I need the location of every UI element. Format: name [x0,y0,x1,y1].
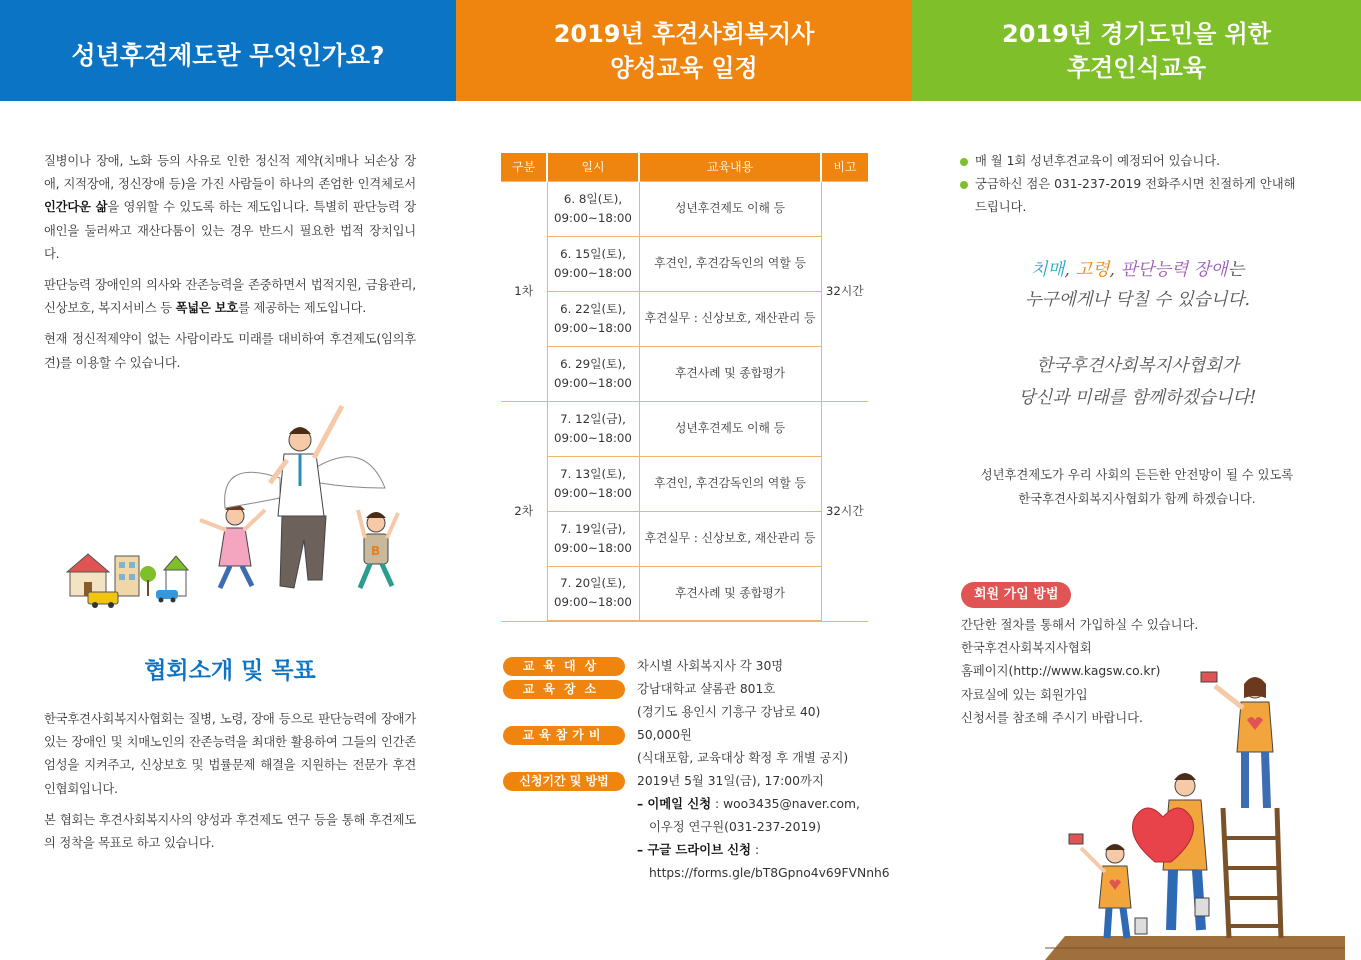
association-motto: 성년후견제도가 우리 사회의 든든한 안전망이 될 수 있도록 한국후견사회복지사협회가 함께 하겠습니다. [980,468,1294,506]
session-content: 후견인, 후견감독인의 역할 등 [639,456,821,511]
apply-google-line: – 구글 드라이브 신청 : [637,843,760,857]
ladder-icon [1223,808,1281,938]
list-item: 궁금하신 점은 031-237-2019 전화주시면 친절하게 안내해 드립니다. [960,173,1305,219]
header-awareness-education [912,0,1361,101]
session-datetime: 7. 19일(금), 09:00~18:00 [547,511,639,566]
education-schedule-table [501,153,868,622]
jumping-girl-icon [200,504,265,588]
floor-boards-icon [1045,936,1345,960]
woman-on-ladder-icon [1201,672,1273,808]
membership-title-badge: 회원 가입 방법 [961,582,1071,608]
about-section [44,708,416,863]
intro-section [44,150,416,383]
place-value: 강남대학교 샬롬관 801호 [637,682,776,696]
table-row [501,456,868,511]
header-category: 구분 [501,153,547,181]
table-row [501,566,868,621]
header-title: 2019년 후견사회복지사 양성교육 일정 [553,19,815,82]
family-angel-illustration [60,398,410,613]
awareness-bullets [960,150,1305,220]
session-datetime: 7. 13일(토), 09:00~18:00 [547,456,639,511]
session-datetime: 6. 29일(토), 09:00~18:00 [547,346,639,401]
session-content: 후견사례 및 종합평가 [639,566,821,621]
header-note: 비고 [821,153,868,181]
apply-email-contact: 이우정 연구원(031-237-2019) [649,820,821,834]
education-info [503,655,890,885]
session-datetime: 7. 20일(토), 09:00~18:00 [547,566,639,621]
man-holding-heart-icon [1133,773,1210,930]
about-title: 협회소개 및 목표 [144,658,316,684]
header-education-schedule [456,0,912,101]
fee-value: 50,000원 [637,728,692,742]
info-apply-row [503,770,890,885]
handwritten-line-4: 당신과 미래를 함께하겠습니다! [1018,388,1257,408]
session-datetime: 6. 8일(토), 09:00~18:00 [547,181,639,236]
bullet-dot-icon [960,181,968,189]
round-label: 1차 [501,181,547,401]
intro-paragraph: 현재 정신적제약이 없는 사람이라도 미래를 대비하여 후견제도(임의후견)를 이용할 수 있습니다. [44,332,416,370]
session-datetime: 7. 12일(금), 09:00~18:00 [547,401,639,456]
info-target-row [503,655,873,678]
label-fee: 교육참가비 [503,726,625,745]
intro-paragraph: 질병이나 장애, 노화 등의 사유로 인한 정신적 제약(치매나 뇌손상 장애, 지적장애, 정신장애 등)을 가진 사람들이 하나의 존엄한 인격체로서 인간다운 삶을 영위할 수 있도록 하는 제도입니다. 특별히 판단능력 장애인을 둘러싸고 재산다툼이 있는 경우 반드시 필요한 법적 장치입니다. [44,154,416,261]
intro-paragraph: 판단능력 장애인의 의사와 잔존능력을 존중하면서 법적지원, 금융관리, 신상보호, 복지서비스 등 폭넓은 보호를 제공하는 제도입니다. [44,278,416,316]
session-content: 성년후견제도 이해 등 [639,181,821,236]
google-form-link[interactable]: https://forms.gle/bT8Gpno4v69FVNnh6 [649,866,890,880]
apply-email-line: – 이메일 신청 : woo3435@naver.com, [637,797,860,811]
session-content: 후견실무 : 신상보호, 재산관리 등 [639,291,821,346]
table-row [501,401,868,456]
place-address: (경기도 용인시 기흥구 강남로 40) [637,705,821,719]
membership-instructions: 간단한 절차를 통해서 가입하실 수 있습니다. 한국후견사회복지사협회 홈페이지(http://www.kagsw.co.kr) 자료실에 있는 회원가입 신청서를 참조해 주시기 바랍니다. [961,614,1221,730]
list-item: 매 월 1회 성년후견교육이 예정되어 있습니다. [960,150,1305,173]
table-row [501,511,868,566]
fee-note: (식대포함, 교육대상 확정 후 개별 공지) [637,751,849,765]
table-header-row [501,153,868,181]
session-datetime: 6. 22일(토), 09:00~18:00 [547,291,639,346]
homepage-link[interactable]: 홈페이지(http://www.kagsw.co.kr) [961,664,1161,679]
info-fee-row [503,724,873,770]
round-hours: 32시간 [821,181,868,401]
session-datetime: 6. 15일(토), 09:00~18:00 [547,236,639,291]
header-what-is-guardianship [0,0,456,101]
about-paragraph: 한국후견사회복지사협회는 질병, 노령, 장애 등으로 판단능력에 장애가 있는 장애인 및 치매노인의 잔존능력을 최대한 활용하여 그들의 인간존엄성을 지켜주고, 신상보호 및 법률문제 해결을 지원하는 전문가 후견인협회입니다. [44,712,416,796]
target-value: 차시별 사회복지사 각 30명 [637,659,784,673]
label-target: 교육대상 [503,657,625,676]
family-painting-heart-illustration [1045,668,1345,960]
label-apply: 신청기간 및 방법 [503,772,625,791]
apply-deadline: 2019년 5월 31일(금), 17:00까지 [637,774,824,788]
session-content: 성년후견제도 이해 등 [639,401,821,456]
handwritten-line-3: 한국후견사회복지사협회가 [1036,356,1239,376]
label-place: 교육장소 [503,680,625,699]
header-datetime: 일시 [547,153,639,181]
table-row [501,291,868,346]
table-row [501,236,868,291]
jumping-boy-icon [358,510,398,588]
email-link[interactable]: : woo3435@naver.com, [711,797,860,811]
town-houses-icon [67,554,188,608]
round-hours: 32시간 [821,401,868,621]
handwritten-line-1: 치매, 고령, 판단능력 장애는 [1030,260,1245,280]
bullet-dot-icon [960,158,968,166]
round-label: 2차 [501,401,547,621]
header-title: 2019년 경기도민을 위한 후견인식교육 [1002,19,1271,82]
table-row [501,346,868,401]
info-place-row [503,678,873,724]
session-content: 후견사례 및 종합평가 [639,346,821,401]
table-row [501,181,868,236]
session-content: 후견실무 : 신상보호, 재산관리 등 [639,511,821,566]
header-content: 교육내용 [639,153,821,181]
svg-text:B: B [371,544,381,558]
header-title: 성년후견제도란 무엇인가요? [71,40,385,70]
about-paragraph: 본 협회는 후견사회복지사의 양성과 후견제도 연구 등을 통해 후견제도의 정착을 목표로 하고 있습니다. [44,812,416,851]
handwritten-line-2: 누구에게나 닥칠 수 있습니다. [1024,290,1251,310]
child-with-brush-icon [1069,834,1147,938]
session-content: 후견인, 후견감독인의 역할 등 [639,236,821,291]
